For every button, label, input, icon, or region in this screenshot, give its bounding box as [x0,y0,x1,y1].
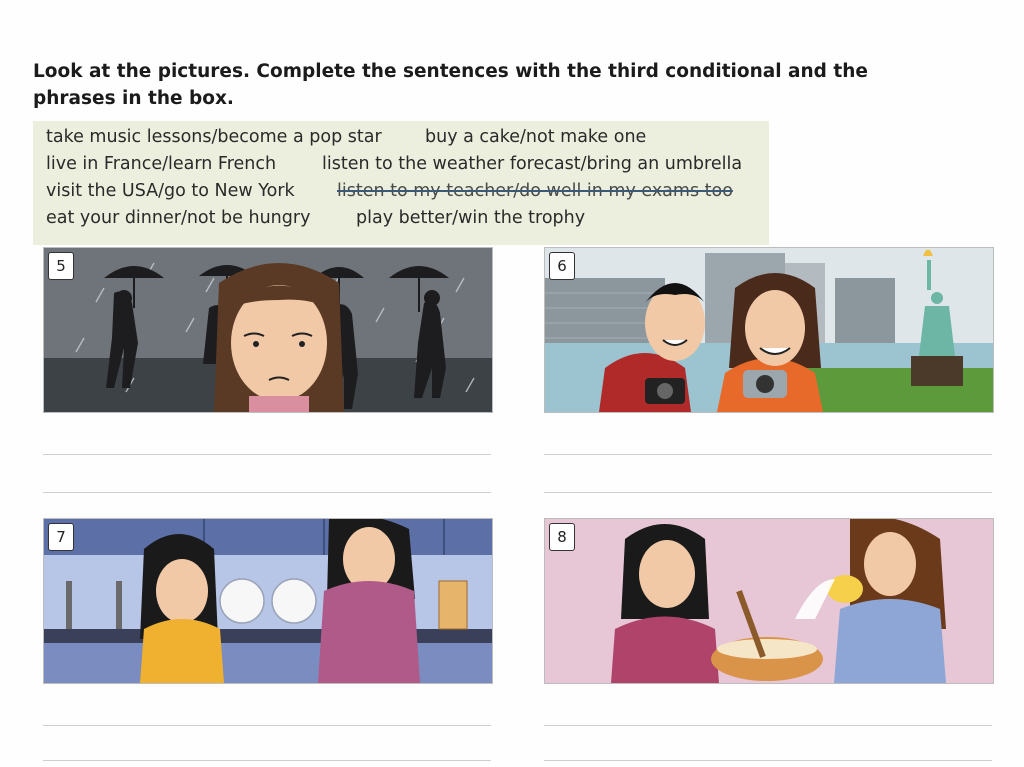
picture-5-rainy-street [43,247,493,413]
rain-scene-illustration [44,248,492,412]
phrase-item: visit the USA/go to New York [46,181,295,201]
picture-7-kitchen [43,518,493,684]
answer-line [544,454,992,455]
answer-line [43,725,491,726]
phrase-item: buy a cake/not make one [425,127,647,147]
phrase-item: take music lessons/become a pop star [46,127,382,147]
picture-8-baking [544,518,994,684]
picture-number: 7 [48,523,74,551]
phrase-item: live in France/learn French [46,154,277,174]
picture-number: 6 [549,252,575,280]
answer-line [43,492,491,493]
picture-6-new-york [544,247,994,413]
baking-scene-illustration [545,519,993,683]
answer-line [544,760,992,761]
phrase-item-crossed-out: listen to my teacher/do well in my exams too [337,181,733,201]
phrase-item: listen to the weather forecast/bring an umbrella [322,154,743,174]
girl-yellow-top-illustration [140,534,224,683]
girl-stirring-illustration [611,524,719,683]
answer-line [544,725,992,726]
answer-line [544,492,992,493]
picture-number: 8 [549,523,575,551]
kitchen-scene-illustration [44,519,492,683]
answer-line [43,760,491,761]
sad-girl-illustration [214,263,344,412]
new-york-scene-illustration [545,248,993,412]
phrase-item: eat your dinner/not be hungry [46,208,311,228]
picture-number: 5 [48,252,74,280]
phrase-item: play better/win the trophy [356,208,586,228]
woman-purple-top-illustration [318,519,420,683]
instruction-text: Look at the pictures. Complete the sentences with the third conditional and the phrases in the box. [33,61,868,109]
phrase-box [33,121,769,245]
answer-line [43,454,491,455]
